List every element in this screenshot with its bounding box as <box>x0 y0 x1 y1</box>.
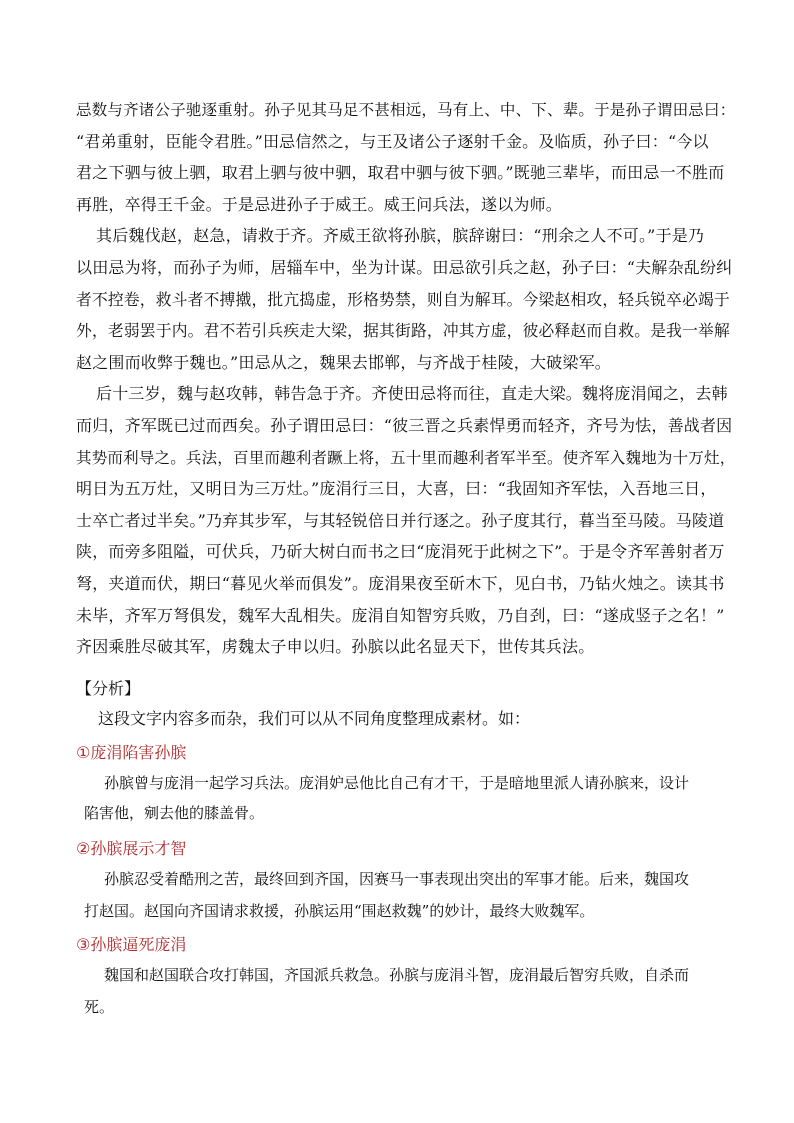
story-line: 后十三岁，魏与赵攻韩，韩告急于齐。齐使田忌将而往，直走大梁。魏将庞涓闻之，去韩 <box>96 384 728 403</box>
story-line: 弩，夹道而伏，期曰“暮见火举而俱发”。庞涓果夜至斫木下，见白书，乃钻火烛之。读其书 <box>76 574 725 593</box>
section-heading-3: ③孙膑逼死庞涓 <box>76 935 187 954</box>
story-line: 其后魏伐赵，赵急，请救于齐。齐威王欲将孙膑，膑辞谢曰：“刑余之人不可。”于是乃 <box>96 226 705 245</box>
section-1-line: 孙膑曾与庞涓一起学习兵法。庞涓妒忌他比自己有才干，于是暗地里派人请孙膑来，设计 <box>104 774 690 792</box>
section-heading-2: ②孙膑展示才智 <box>76 839 187 858</box>
story-line: 君之下驷与彼上驷，取君上驷与彼中驷，取君中驷与彼下驷。”既驰三辈毕，而田忌一不胜而 <box>76 163 725 182</box>
story-line: 者不控卷，救斗者不搏撠，批亢捣虚，形格势禁，则自为解耳。今梁赵相攻，轻兵锐卒必竭于 <box>76 290 730 309</box>
section-2-line: 孙膑忍受着酷刑之苦，最终回到齐国，因赛马一事表现出突出的军事才能。后来，魏国攻 <box>104 870 690 888</box>
story-line: 外，老弱罢于内。君不若引兵疾走大梁，据其街路，冲其方虚，彼必释赵而自救。是我一举解 <box>76 321 730 340</box>
story-line: 陕，而旁多阻隘，可伏兵，乃斫大树白而书之曰“庞涓死于此树之下”。于是令齐军善射者万 <box>76 542 725 561</box>
story-line: 明日为五万灶，又明日为三万灶。”庞涓行三日，大喜，曰：“我固知齐军怯，入吾地三日， <box>76 479 717 498</box>
story-line: 而归，齐军既已过而西矣。孙子谓田忌曰：“彼三晋之兵素悍勇而轻齐，齐号为怯，善战者因 <box>76 416 733 435</box>
section-1-line: 陷害他，剜去他的膝盖骨。 <box>84 804 265 822</box>
section-2-line: 打赵国。赵国向齐国请求救援，孙膑运用“围赵救魏”的妙计，最终大败魏军。 <box>84 902 595 920</box>
analysis-label: 【分析】 <box>76 679 141 698</box>
section-heading-1: ①庞涓陷害孙膑 <box>76 743 187 762</box>
story-line: 忌数与齐诸公子驰逐重射。孙子见其马足不甚相远，马有上、中、下、辈。于是孙子谓田忌曰： <box>76 101 736 119</box>
story-line: 士卒亡者过半矣。”乃弃其步军，与其轻锐倍日并行逐之。孙子度其行，暮当至马陵。马陵道 <box>76 511 725 530</box>
section-3-line: 死。 <box>84 998 115 1016</box>
story-line: 其势而利导之。兵法，百里而趣利者蹶上将，五十里而趣利者军半至。使齐军入魏地为十万灶， <box>76 449 736 467</box>
story-line: 再胜，卒得王千金。于是忌进孙子于威王。威王问兵法，遂以为师。 <box>76 195 563 214</box>
story-line: “君弟重射，臣能令君胜。”田忌信然之，与王及诸公子逐射千金。及临质，孙子曰：“今以 <box>76 132 709 151</box>
story-line: 未毕，齐军万弩俱发，魏军大乱相失。庞涓自知智穷兵败，乃自刭，曰：“遂成竖子之名！” <box>76 606 725 625</box>
story-line: 赵之围而收弊于魏也。”田忌从之，魏果去邯郸，与齐战于桂陵，大破梁军。 <box>76 353 611 372</box>
story-line: 齐因乘胜尽破其军，虏魏太子申以归。孙膑以此名显天下，世传其兵法。 <box>76 637 595 656</box>
section-3-line: 魏国和赵国联合攻打韩国，齐国派兵救急。孙膑与庞涓斗智，庞涓最后智穷兵败，自杀而 <box>104 966 690 984</box>
story-line: 以田忌为将，而孙子为师，居辎车中，坐为计谋。田忌欲引兵之赵，孙子曰：“夫解杂乱纷纠 <box>76 258 733 277</box>
analysis-intro: 这段文字内容多而杂，我们可以从不同角度整理成素材。如： <box>98 709 531 728</box>
